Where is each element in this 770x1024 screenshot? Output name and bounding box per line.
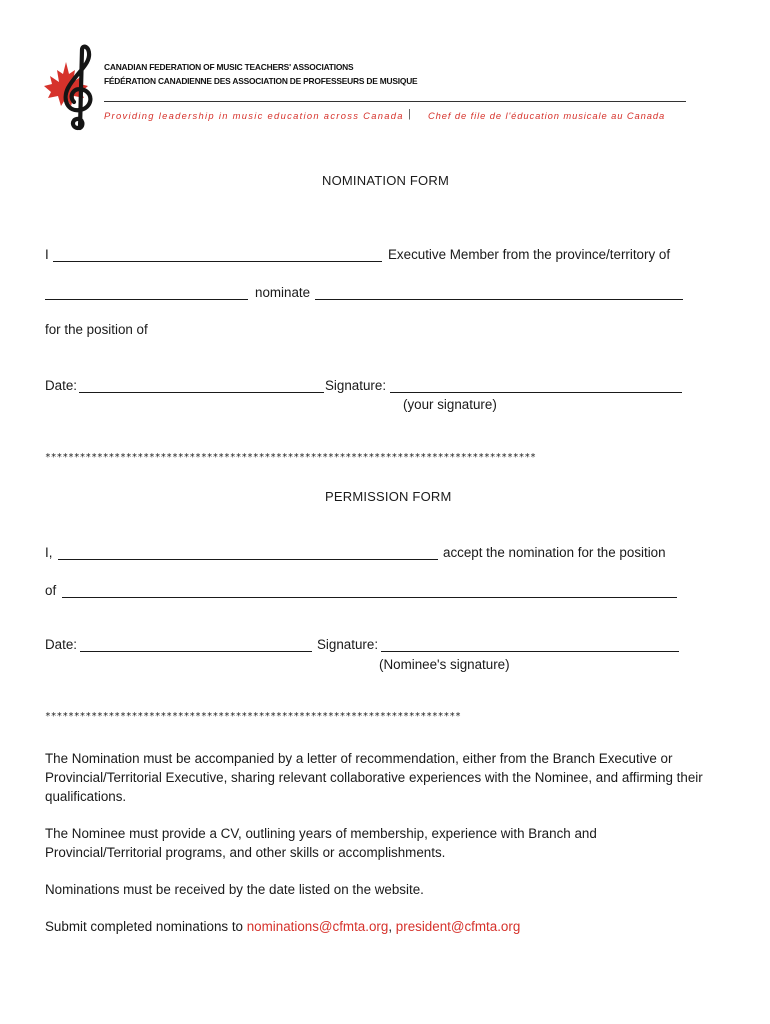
- org-name-english: CANADIAN FEDERATION OF MUSIC TEACHERS' ASSOCIATIONS: [104, 62, 354, 72]
- nomination-signature-label: Signature:: [325, 378, 387, 393]
- nomination-date-label: Date:: [45, 378, 78, 393]
- cfmta-logo: [44, 44, 104, 134]
- requirement-letter-paragraph: The Nomination must be accompanied by a letter of recommendation, either from the Branch Executive or Provincial/Territorial Executive, sharing relevant collaborative experiences with the Nominee, and affirming their qualifications.: [45, 751, 703, 804]
- tagline-french: Chef de file de l'éducation musicale au Canada: [428, 110, 666, 121]
- email-separator: ,: [388, 919, 396, 934]
- submit-paragraph: [45, 917, 715, 936]
- accepted-position-field[interactable]: [62, 597, 677, 598]
- accept-nomination-text: accept the nomination for the position: [443, 545, 666, 560]
- nominee-name-field[interactable]: [315, 299, 683, 300]
- nomination-signature-field[interactable]: [390, 392, 682, 393]
- permission-date-field[interactable]: [80, 651, 312, 652]
- nomination-signature-note: (your signature): [403, 397, 497, 412]
- accepting-nominee-name-field[interactable]: [58, 559, 438, 560]
- permission-form-title: PERMISSION FORM: [325, 489, 452, 504]
- permission-i-label: I,: [45, 545, 53, 560]
- permission-signature-label: Signature:: [317, 637, 379, 652]
- nominator-name-field[interactable]: [53, 261, 382, 262]
- nomination-date-field[interactable]: [79, 392, 324, 393]
- treble-clef-icon: [66, 47, 91, 128]
- province-field[interactable]: [45, 299, 248, 300]
- nominee-signature-field[interactable]: [381, 651, 679, 652]
- section-divider-2: ************************************************************************: [45, 711, 461, 722]
- nomination-form-title: NOMINATION FORM: [322, 173, 449, 188]
- of-label: of: [45, 583, 57, 598]
- nomination-i-label: I: [45, 247, 49, 262]
- executive-member-text: Executive Member from the province/territory of: [388, 247, 671, 262]
- section-divider-1: *************************************************************************************: [45, 452, 536, 463]
- submit-text: Submit completed nominations to: [45, 919, 247, 934]
- letterhead-divider: [104, 101, 686, 102]
- tagline-separator: |: [408, 108, 411, 120]
- nominations-email-link[interactable]: nominations@cfmta.org: [246, 919, 389, 934]
- requirement-cv-paragraph: The Nominee must provide a CV, outlining years of membership, experience with Branch and Provincial/Territorial programs, and other skills or accomplishments.: [45, 826, 597, 860]
- tagline-english: Providing leadership in music education across Canada: [104, 110, 404, 121]
- deadline-paragraph: Nominations must be received by the date listed on the website.: [45, 882, 424, 897]
- nominee-signature-note: (Nominee's signature): [379, 657, 510, 672]
- position-label: for the position of: [45, 322, 148, 337]
- permission-date-label: Date:: [45, 637, 78, 652]
- org-name-french: FÉDÉRATION CANADIENNE DES ASSOCIATION DE PROFESSEURS DE MUSIQUE: [104, 76, 418, 86]
- president-email-link[interactable]: president@cfmta.org: [395, 919, 521, 934]
- nominate-text: nominate: [255, 285, 311, 300]
